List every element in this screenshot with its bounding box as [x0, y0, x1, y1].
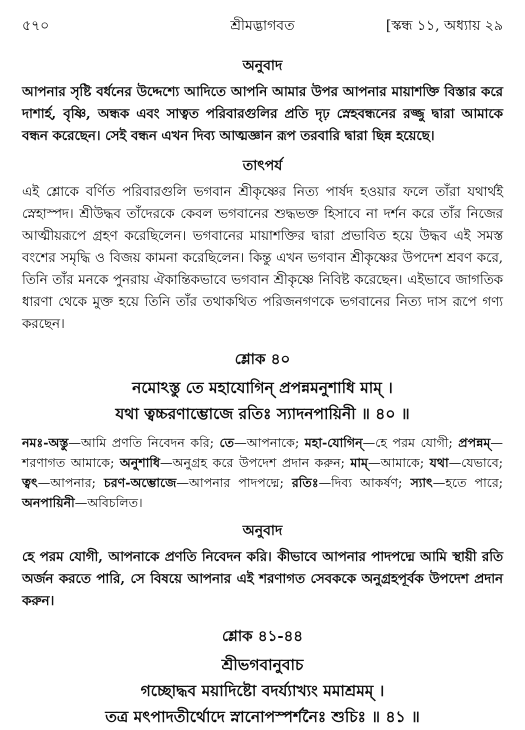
page-number: ৫৭০	[22, 18, 50, 34]
synonym-meaning: —অনুগ্রহ করে উপদেশ প্রদান করুন;	[160, 455, 351, 470]
synonym-word: চরণ-অম্ভোজে	[103, 475, 177, 490]
synonym-word: ত্বৎ	[22, 475, 38, 490]
page-header	[22, 14, 503, 34]
synonym-meaning: —হতে পারে;	[432, 475, 503, 490]
verse-40-line-1: নমোঽস্তু তে মহাযোগিন্ প্রপন্নমনুশাধি মাম্ ।	[132, 378, 393, 397]
synonym-meaning: —আপনার পাদপদ্মে;	[176, 475, 292, 490]
synonym-word: অনুশাধি	[119, 455, 161, 470]
translation-text: আপনার সৃষ্টি বর্ধনের উদ্দেশ্যে আদিতে আপনি আমার উপর আপনার মায়াশক্তি বিস্তার করে দাশার্হ, বৃষ্ণি, অন্ধক এবং সাত্বত পরিবারগুলির প্রতি দৃঢ় স্নেহবন্ধনের রজ্জু দ্বারা আমাকে বন্ধন করেছেন। সেই বন্ধন এখন দিব্য আত্মজ্ঞান রূপ তরবারি দ্বারা ছিন্ন হয়েছে।	[22, 85, 503, 144]
synonym-word: মহা-যোগিন্	[304, 435, 363, 450]
page-body	[22, 48, 503, 730]
verse-41-speaker: শ্রীভগবানুবাচ	[221, 655, 304, 674]
synonym-word: রতিঃ	[291, 475, 319, 490]
book-title: শ্রীমদ্ভাগবত	[230, 18, 295, 34]
synonym-word: মাম্	[350, 455, 369, 470]
translation-heading: অনুবাদ	[242, 58, 283, 74]
synonym-meaning: —অবিচলিত।	[74, 495, 143, 510]
synonym-word: যথা	[429, 455, 449, 470]
synonym-word: নমঃ-অস্তু	[22, 435, 69, 450]
purport-text: এই শ্লোকে বর্ণিত পরিবারগুলি ভগবান শ্রীকৃষ্ণের নিত্য পার্ষদ হওয়ার ফলে তাঁরা যথার্থই স্নেহাস্পদ। শ্রীউদ্ধব তাঁদেরকে কেবল ভগবানের শুদ্ধভক্ত হিসাবে না দর্শন করে তাঁর নিজের আত্মীয়রূপে গ্রহণ করেছিলেন। ভগবানের মায়াশক্তির দ্বারা প্রভাবিত হয়ে উদ্ধব এই সমস্ত বংশের সমৃদ্ধি ও বিজয় কামনা করেছিলেন। কিন্তু এখন ভগবান শ্রীকৃষ্ণের উপদেশ শ্রবণ করে, তিনি তাঁর মনকে পুনরায় ঐকান্তিকভাবে ভগবান শ্রীকৃষ্ণে নিবিষ্ট করেছেন। এইভাবে জাগতিক ধারণা থেকে মুক্ত হয়ে তিনি তাঁর তথাকথিত পরিজনগণকে ভগবানের নিত্য দাস রূপে গণ্য করছেন।	[22, 185, 503, 332]
translation-heading-2: অনুবাদ	[242, 523, 283, 539]
synonym-word: স্যাৎ	[410, 475, 433, 490]
synonym-word: তে	[219, 435, 235, 450]
synonym-meaning: —যেভাবে;	[448, 455, 503, 470]
verse-41-number: শ্লোক ৪১-৪৪	[221, 627, 304, 645]
synonym-meaning: —আমি প্রণতি নিবেদন করি;	[68, 435, 220, 450]
verse-41-line-2: তত্র মৎপাদতীর্থোদে স্নানোপস্পর্শনৈঃ শুচিঃ ॥ ৪১ ॥	[105, 707, 420, 726]
purport-heading: তাৎপর্য	[242, 158, 283, 174]
translation-text-2: হে পরম যোগী, আপনাকে প্রণতি নিবেদন করি। কীভাবে আপনার পাদপদ্মে আমি স্থায়ী রতি অর্জন করতে পারি, সে বিষয়ে আপনার এই শরণাগত সেবককে অনুগ্রহপূর্বক উপদেশ প্রদান করুন।	[22, 550, 503, 609]
synonym-meaning: —আমাকে;	[368, 455, 430, 470]
synonym-meaning: —শরণাগত আমাকে;	[22, 435, 503, 470]
verse-41-line-1: গচ্ছোদ্ধব ময়াদিষ্টো বদর্য্যাখ্যং মমাশ্রমম্ ।	[140, 681, 385, 700]
synonym-meaning: —হে পরম যোগী;	[362, 435, 459, 450]
synonym-word: অনপায়িনী	[22, 495, 75, 510]
verse-40-synonyms	[22, 433, 503, 513]
chapter-reference: [স্কন্ধ ১১, অধ্যায় ২৯	[385, 18, 503, 34]
verse-40-line-2: যথা ত্বচ্চরণাম্ভোজে রতিঃ স্যাদনপায়িনী ॥ ৪০ ॥	[115, 404, 410, 423]
synonym-meaning: —আপনাকে;	[234, 435, 305, 450]
synonym-meaning: —আপনার;	[37, 475, 104, 490]
synonym-meaning: —দিব্য আকর্ষণ;	[318, 475, 411, 490]
verse-40-number: শ্লোক ৪০	[234, 350, 291, 368]
synonym-word: প্রপন্নম্	[458, 435, 491, 450]
